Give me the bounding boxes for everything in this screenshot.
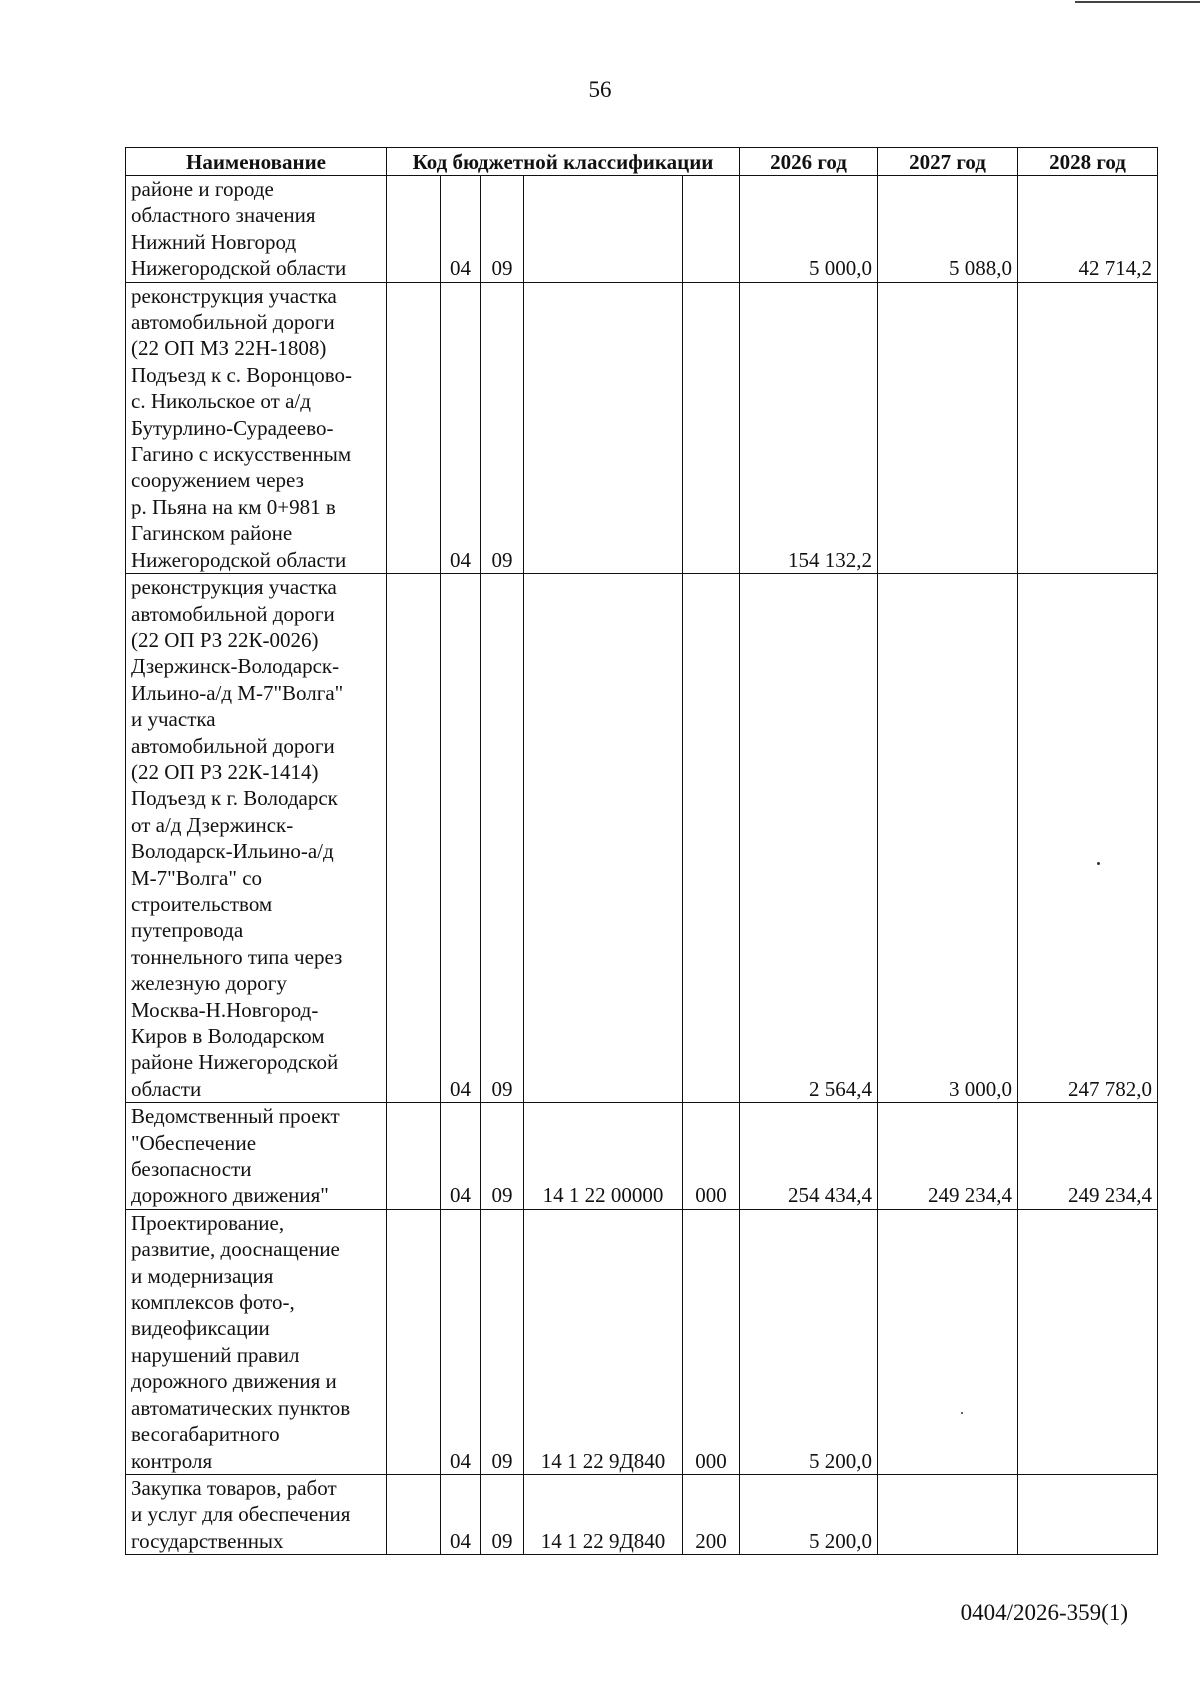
subsection-code: 09: [481, 1103, 524, 1210]
code-cell: [387, 1103, 441, 1210]
header-2026: 2026 год: [740, 148, 878, 176]
table-header-row: [126, 148, 1158, 176]
amount-2026: 254 434,4: [740, 1103, 878, 1210]
expense-type-code: [683, 282, 740, 573]
row-name: Ведомственный проект "Обеспечение безопасности дорожного движения": [126, 1103, 387, 1210]
section-code: 04: [441, 1474, 481, 1554]
subsection-code: 09: [481, 282, 524, 573]
amount-2028: 249 234,4: [1018, 1103, 1158, 1210]
table-row: [126, 282, 1158, 573]
row-name: районе и городе областного значения Нижний Новгород Нижегородской области: [126, 176, 387, 283]
amount-2026: 154 132,2: [740, 282, 878, 573]
scan-speck: [961, 1412, 963, 1414]
row-name: реконструкция участка автомобильной дороги (22 ОП РЗ 22К-0026) Дзержинск-Володарск- Ильино-а/д М-7"Волга" и участка автомобильной дороги (22 ОП РЗ 22К-1414) Подъезд к г. Володарск от а/д Дзержинск- Володарск-Ильино-а/д М-7"Волга" со строительством путепровода тоннельного типа через железную дорогу Москва-Н.Новгород- Киров в Володарском районе Нижегородской области: [126, 574, 387, 1103]
row-name: реконструкция участка автомобильной дороги (22 ОП МЗ 22Н-1808) Подъезд к с. Воронцово- с. Никольское от а/д Бутурлино-Сурадеево- Гагино с искусственным сооружением через р. Пьяна на км 0+981 в Гагинском районе Нижегородской области: [126, 282, 387, 573]
subsection-code: 09: [481, 574, 524, 1103]
code-cell: [387, 1209, 441, 1474]
amount-2026: 5 000,0: [740, 176, 878, 283]
amount-2027: 3 000,0: [878, 574, 1018, 1103]
code-cell: [387, 176, 441, 283]
expense-type-code: [683, 176, 740, 283]
page-number: 56: [588, 77, 612, 102]
target-article-code: [524, 176, 683, 283]
target-article-code: [524, 574, 683, 1103]
amount-2028: [1018, 1209, 1158, 1474]
expense-type-code: [683, 574, 740, 1103]
table-row: [126, 176, 1158, 283]
code-cell: [387, 574, 441, 1103]
table-row: [126, 1103, 1158, 1210]
amount-2026: 5 200,0: [740, 1209, 878, 1474]
target-article-code: 14 1 22 9Д840: [524, 1209, 683, 1474]
target-article-code: 14 1 22 00000: [524, 1103, 683, 1210]
code-cell: [387, 1474, 441, 1554]
amount-2028: 247 782,0: [1018, 574, 1158, 1103]
amount-2026: 5 200,0: [740, 1474, 878, 1554]
amount-2027: [878, 1474, 1018, 1554]
subsection-code: 09: [481, 1474, 524, 1554]
table-row: [126, 1209, 1158, 1474]
table-row: [126, 574, 1158, 1103]
target-article-code: [524, 282, 683, 573]
expense-type-code: 200: [683, 1474, 740, 1554]
amount-2028: [1018, 1474, 1158, 1554]
subsection-code: 09: [481, 1209, 524, 1474]
header-code: Код бюджетной классификации: [387, 148, 740, 176]
row-name: Проектирование, развитие, дооснащение и модернизация комплексов фото-, видеофиксации нарушений правил дорожного движения и автоматических пунктов весогабаритного контроля: [126, 1209, 387, 1474]
subsection-code: 09: [481, 176, 524, 283]
amount-2028: 42 714,2: [1018, 176, 1158, 283]
budget-table: [125, 147, 1158, 1555]
section-code: 04: [441, 282, 481, 573]
amount-2027: 249 234,4: [878, 1103, 1018, 1210]
amount-2027: 5 088,0: [878, 176, 1018, 283]
section-code: 04: [441, 1209, 481, 1474]
amount-2026: 2 564,4: [740, 574, 878, 1103]
section-code: 04: [441, 574, 481, 1103]
section-code: 04: [441, 176, 481, 283]
header-2027: 2027 год: [878, 148, 1018, 176]
amount-2027: [878, 282, 1018, 573]
scan-speck: [1097, 862, 1100, 865]
amount-2027: [878, 1209, 1018, 1474]
code-cell: [387, 282, 441, 573]
section-code: 04: [441, 1103, 481, 1210]
header-2028: 2028 год: [1018, 148, 1158, 176]
row-name: Закупка товаров, работ и услуг для обеспечения государственных: [126, 1474, 387, 1554]
amount-2028: [1018, 282, 1158, 573]
expense-type-code: 000: [683, 1209, 740, 1474]
scan-edge-line: [1075, 1, 1200, 3]
header-name: Наименование: [126, 148, 387, 176]
expense-type-code: 000: [683, 1103, 740, 1210]
document-number: 0404/2026-359(1): [960, 1600, 1128, 1625]
target-article-code: 14 1 22 9Д840: [524, 1474, 683, 1554]
table-row: [126, 1474, 1158, 1554]
